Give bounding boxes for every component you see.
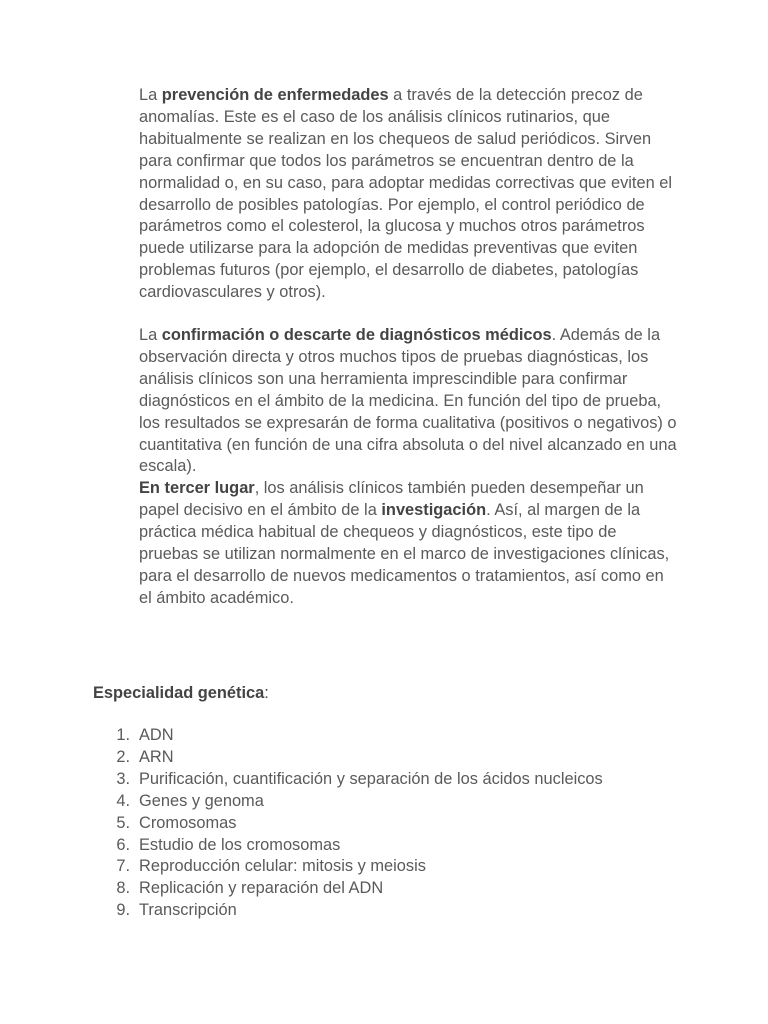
list-item-number: 2. — [116, 747, 130, 766]
list-item — [93, 791, 693, 813]
paragraph-bold-term: prevención de enfermedades — [161, 86, 389, 104]
list-item-text: Cromosomas — [139, 813, 237, 832]
list-item-number: 4. — [116, 791, 130, 810]
list-item-text: Reproducción celular: mitosis y meiosis — [139, 857, 426, 876]
section-heading-text: Especialidad genética — [93, 684, 265, 702]
list-item — [93, 835, 693, 857]
list-item-number: 1. — [116, 726, 130, 744]
paragraph-research — [139, 478, 679, 609]
section-heading — [93, 682, 269, 704]
list-item-text: ADN — [139, 726, 174, 744]
list-item — [93, 856, 693, 878]
list-item — [93, 725, 693, 747]
paragraph-bold-term: investigación — [381, 500, 487, 519]
list-item — [93, 747, 693, 769]
paragraph-text: La — [139, 326, 162, 344]
list-item-number: 3. — [116, 769, 130, 788]
list-item-text: Transcripción — [139, 901, 237, 920]
list-item-text: Estudio de los cromosomas — [139, 835, 341, 854]
list-item — [93, 813, 693, 835]
list-item — [93, 769, 693, 791]
section-heading-colon: : — [264, 684, 269, 702]
paragraph-prevention — [139, 85, 679, 304]
paragraph-text: a través de la detección precoz de anomalías. Este es el caso de los análisis clínicos rutinarios, que habitualmente se realizan en los chequeos de salud periódicos. Sirven para confirmar que todos los parámetros se encuentran dentro de la normalidad o, en su caso, para adoptar medidas correctivas que eviten el desarrollo de posibles patologías. Por ejemplo, el control periódico de parámetros como el colesterol, la glucosa y muchos otros parámetros puede utilizarse para la adopción de medidas preventivas que eviten problemas futuros (por ejemplo, el desarrollo de diabetes, patologías cardiovasculares y otros). — [139, 86, 672, 302]
list-item-number: 5. — [116, 813, 130, 832]
paragraph-bold-term: confirmación o descarte de diagnósticos médicos — [161, 326, 552, 344]
paragraph-text: , los análisis clínicos también pueden desempeñar un papel decisivo en el ámbito de la — [139, 479, 644, 519]
list-item-number: 9. — [116, 901, 130, 920]
genetics-topic-list — [93, 725, 693, 922]
paragraph-text: . Además de la observación directa y otros muchos tipos de pruebas diagnósticas, los análisis clínicos son una herramienta imprescindible para confirmar diagnósticos en el ámbito de la medicina. En función del tipo de prueba, los resultados se expresarán de forma cualitativa (positivos o negativos) o cuantitativa (en función de una cifra absoluta o del nivel alcanzado en una escala). — [139, 326, 677, 476]
list-item-text: ARN — [139, 747, 174, 766]
paragraph-text: . Así, al margen de la práctica médica habitual de chequeos y diagnósticos, este tipo de pruebas se utilizan normalmente en el marco de investigaciones clínicas, para el desarrollo de nuevos medicamentos o tratamientos, así como en el ámbito académico. — [139, 500, 670, 607]
list-item-text: Purificación, cuantificación y separación de los ácidos nucleicos — [139, 769, 603, 788]
list-item-text: Genes y genoma — [139, 791, 264, 810]
list-item-number: 7. — [116, 857, 130, 876]
list-item-number: 6. — [116, 835, 130, 854]
paragraph-text: La — [139, 86, 162, 104]
list-item — [93, 900, 693, 922]
paragraph-diagnosis — [139, 325, 679, 478]
list-item-number: 8. — [116, 879, 130, 898]
paragraph-bold-term: En tercer lugar — [139, 479, 255, 497]
list-item — [93, 878, 693, 900]
list-item-text: Replicación y reparación del ADN — [139, 879, 384, 898]
